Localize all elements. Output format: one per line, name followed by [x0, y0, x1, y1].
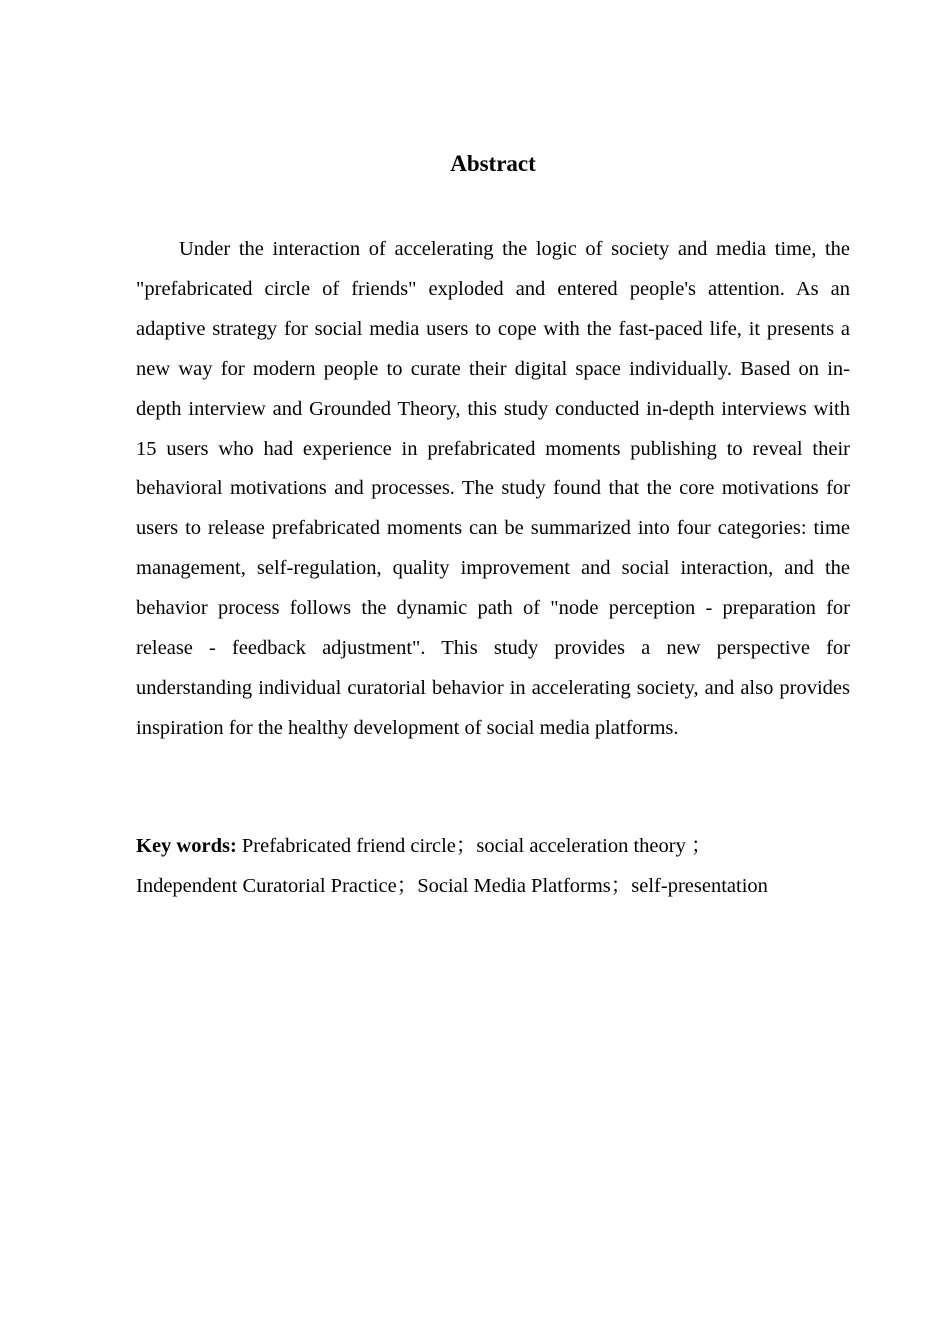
keywords-section — [136, 827, 850, 907]
keywords-label: Key words: — [136, 835, 237, 857]
keywords-list-1: Prefabricated friend circle；social acceleration theory ； — [241, 835, 712, 857]
abstract-paragraph: Under the interaction of accelerating the logic of society and media time, the "prefabricated circle of friends" exploded and entered people's attention. As an adaptive strategy for social media users to cope with the fast-paced life, it presents a new way for modern people to curate their digital space individually. Based on in-depth interview and Grounded Theory, this study conducted in-depth interviews with 15 users who had experience in prefabricated moments publishing to reveal their behavioral motivations and processes. The study found that the core motivations for users to release prefabricated moments can be summarized into four categories: time management, self-regulation, quality improvement and social interaction, and the behavior process follows the dynamic path of "node perception - preparation for release - feedback adjustment". This study provides a new perspective for understanding individual curatorial behavior in accelerating society, and also provides inspiration for the healthy development of social media platforms. — [136, 238, 850, 739]
keywords-line-2: Independent Curatorial Practice；Social Media Platforms；self-presentation — [136, 874, 768, 897]
page-title: Abstract — [450, 151, 536, 176]
keywords-line-1 — [136, 827, 850, 867]
